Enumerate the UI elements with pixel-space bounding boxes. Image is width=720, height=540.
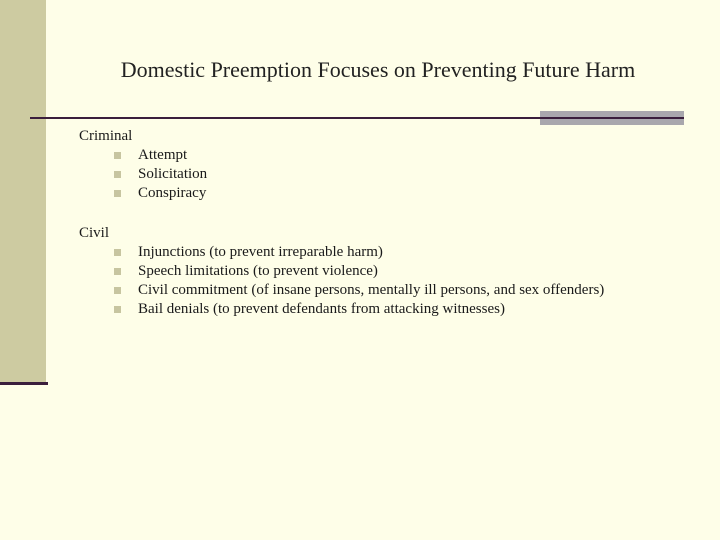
list-item xyxy=(79,300,604,319)
title-divider-line xyxy=(30,117,540,119)
decorative-side-band xyxy=(0,0,46,385)
list-item-text: Civil commitment (of insane persons, mentally ill persons, and sex offenders) xyxy=(138,282,605,298)
square-bullet-icon xyxy=(114,306,121,313)
square-bullet-icon xyxy=(114,171,121,178)
list-item-text: Bail denials (to prevent defendants from attacking witnesses) xyxy=(138,301,505,317)
square-bullet-icon xyxy=(114,268,121,275)
bullet-list xyxy=(79,243,604,319)
title-divider-line-right xyxy=(540,117,684,119)
section-criminal xyxy=(79,127,207,203)
list-item xyxy=(79,184,207,203)
section-heading: Criminal xyxy=(79,128,133,144)
list-item xyxy=(79,146,207,165)
bullet-list xyxy=(79,146,207,203)
list-item xyxy=(79,165,207,184)
list-item xyxy=(79,262,604,281)
square-bullet-icon xyxy=(114,287,121,294)
square-bullet-icon xyxy=(114,249,121,256)
list-item xyxy=(79,281,604,300)
list-item-text: Speech limitations (to prevent violence) xyxy=(138,263,378,279)
square-bullet-icon xyxy=(114,152,121,159)
section-civil xyxy=(79,224,604,319)
section-heading: Civil xyxy=(79,225,110,241)
list-item-text: Attempt xyxy=(138,147,188,163)
square-bullet-icon xyxy=(114,190,121,197)
list-item xyxy=(79,243,604,262)
list-item-text: Conspiracy xyxy=(138,185,207,201)
side-band-underline xyxy=(0,382,48,385)
list-item-text: Injunctions (to prevent irreparable harm) xyxy=(138,244,383,260)
list-item-text: Solicitation xyxy=(138,166,208,182)
slide-title: Domestic Preemption Focuses on Preventing Future Harm xyxy=(120,57,636,82)
